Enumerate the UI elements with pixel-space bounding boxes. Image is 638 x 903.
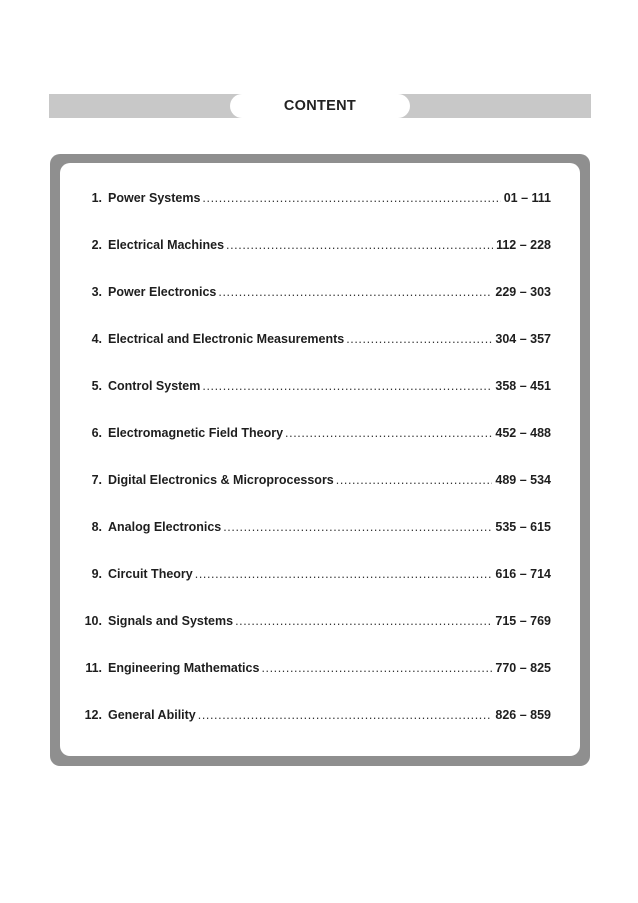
toc-item-control-system[interactable] xyxy=(60,377,580,395)
toc-item-pages: 489 – 534 xyxy=(495,473,551,487)
toc-dot-leader xyxy=(261,659,492,677)
toc-item-number: 9. xyxy=(91,567,102,581)
toc-item-pages: 452 – 488 xyxy=(495,426,551,440)
toc-item-pages: 770 – 825 xyxy=(495,661,551,675)
toc-item-number: 12. xyxy=(84,708,102,722)
toc-dot-leader xyxy=(223,518,492,536)
toc-item-power-systems[interactable] xyxy=(60,189,580,207)
toc-item-title: Signals and Systems xyxy=(108,614,234,628)
toc-item-measurements[interactable] xyxy=(60,330,580,348)
toc-item-pages: 112 – 228 xyxy=(496,238,551,252)
toc-dot-leader xyxy=(285,424,492,442)
toc-item-general-ability[interactable] xyxy=(60,706,580,724)
toc-item-number: 8. xyxy=(91,520,102,534)
toc-item-signals-and-systems[interactable] xyxy=(60,612,580,630)
toc-item-number: 3. xyxy=(91,285,102,299)
toc-item-pages: 715 – 769 xyxy=(495,614,551,628)
toc-item-number: 11. xyxy=(85,661,102,675)
toc-item-number: 6. xyxy=(91,426,102,440)
contents-panel xyxy=(60,163,580,756)
toc-item-title: Digital Electronics & Microprocessors xyxy=(108,473,334,487)
toc-item-number: 10. xyxy=(84,614,102,628)
toc-dot-leader xyxy=(198,706,493,724)
toc-item-pages: 616 – 714 xyxy=(495,567,551,581)
toc-item-number: 5. xyxy=(91,379,102,393)
toc-item-number: 7. xyxy=(91,473,102,487)
toc-dot-leader xyxy=(202,377,492,395)
contents-frame xyxy=(50,154,590,766)
toc-item-number: 1. xyxy=(91,191,102,205)
toc-item-pages: 535 – 615 xyxy=(495,520,551,534)
toc-item-pages: 304 – 357 xyxy=(495,332,551,346)
toc-item-title: Power Systems xyxy=(108,191,201,205)
toc-item-number: 4. xyxy=(91,332,102,346)
toc-item-title: Electrical Machines xyxy=(108,238,225,252)
toc-dot-leader xyxy=(218,283,492,301)
page-title: CONTENT xyxy=(230,94,410,118)
toc-item-power-electronics[interactable] xyxy=(60,283,580,301)
toc-list xyxy=(60,163,580,756)
toc-item-pages: 826 – 859 xyxy=(495,708,551,722)
toc-item-title: Engineering Mathematics xyxy=(108,661,260,675)
toc-item-pages: 01 – 111 xyxy=(503,191,551,205)
toc-dot-leader xyxy=(226,236,493,254)
toc-item-title: Circuit Theory xyxy=(108,567,193,581)
toc-item-title: Electrical and Electronic Measurements xyxy=(108,332,345,346)
toc-dot-leader xyxy=(336,471,493,489)
toc-item-digital-electronics[interactable] xyxy=(60,471,580,489)
toc-item-pages: 229 – 303 xyxy=(495,285,551,299)
toc-dot-leader xyxy=(202,189,500,207)
toc-dot-leader xyxy=(346,330,492,348)
toc-item-title: Analog Electronics xyxy=(108,520,222,534)
toc-item-analog-electronics[interactable] xyxy=(60,518,580,536)
toc-item-title: Control System xyxy=(108,379,201,393)
toc-item-title: Electromagnetic Field Theory xyxy=(108,426,284,440)
toc-dot-leader xyxy=(235,612,492,630)
toc-item-circuit-theory[interactable] xyxy=(60,565,580,583)
toc-item-engineering-mathematics[interactable] xyxy=(60,659,580,677)
toc-item-electrical-machines[interactable] xyxy=(60,236,580,254)
toc-item-title: Power Electronics xyxy=(108,285,217,299)
toc-item-electromagnetic-field-theory[interactable] xyxy=(60,424,580,442)
toc-dot-leader xyxy=(195,565,493,583)
toc-item-title: General Ability xyxy=(108,708,196,722)
toc-item-number: 2. xyxy=(91,238,102,252)
toc-item-pages: 358 – 451 xyxy=(495,379,551,393)
